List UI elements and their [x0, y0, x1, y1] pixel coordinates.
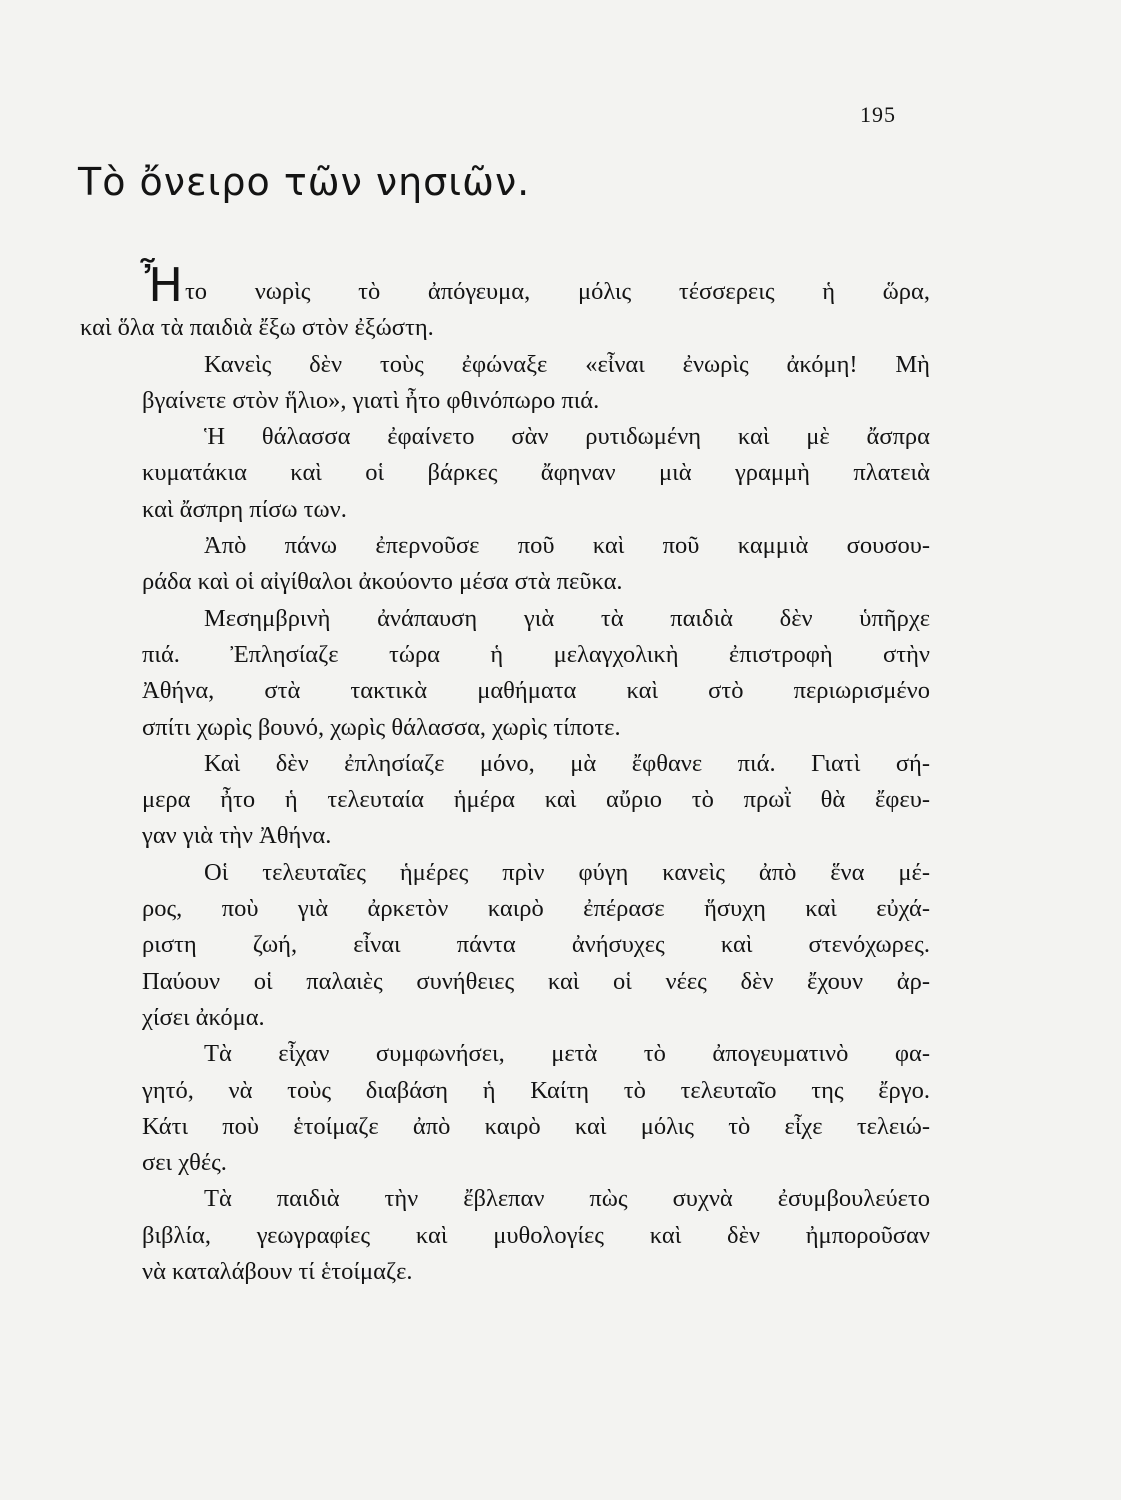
text-line: [80, 258, 930, 312]
text-line: βιβλία, γεωγραφίες καὶ μυθολογίες καὶ δὲν ἠμποροῦσαν: [142, 1221, 930, 1249]
text-line: Κάτι ποὺ ἑτοίμαζε ἀπὸ καιρὸ καὶ μόλις τὸ εἶχε τελειώ-: [142, 1112, 930, 1140]
text-line: Καὶ δὲν ἐπλησίαζε μόνο, μὰ ἔφθανε πιά. Γιατὶ σή-: [204, 749, 930, 777]
text-line: Τὰ παιδιὰ τὴν ἔβλεπαν πὼς συχνὰ ἐσυμβουλεύετο: [204, 1185, 930, 1213]
chapter-title: Τὸ ὄνειρο τῶν νησιῶν.: [78, 160, 531, 204]
text-line: Ἀπὸ πάνω ἐπερνοῦσε ποῦ καὶ ποῦ καμμιὰ σουσου-: [204, 532, 930, 560]
text-line: Τὰ εἶχαν συμφωνήσει, μετὰ τὸ ἀπογευματινὸ φα-: [204, 1040, 930, 1068]
text-line: Ἀθήνα, στὰ τακτικὰ μαθήματα καὶ στὸ περιωρισμένο: [142, 677, 930, 705]
paragraph: [80, 347, 930, 420]
text-line: Μεσημβρινὴ ἀνάπαυση γιὰ τὰ παιδιὰ δὲν ὑπῆρχε: [204, 604, 930, 632]
text-line: χίσει ἀκόμα.: [142, 1003, 265, 1031]
paragraph: [80, 528, 930, 601]
text-line: γητό, νὰ τοὺς διαβάση ἡ Καίτη τὸ τελευταῖο της ἔργο.: [142, 1076, 930, 1104]
text-line: γαν γιὰ τὴν Ἀθήνα.: [142, 822, 332, 850]
text-line: Οἱ τελευταῖες ἡμέρες πρὶν φύγη κανεὶς ἀπὸ ἕνα μέ-: [204, 858, 930, 886]
text-line: μερα ἦτο ἡ τελευταία ἡμέρα καὶ αὔριο τὸ πρωῒ θὰ ἔφευ-: [142, 786, 930, 814]
paragraph: [80, 1036, 930, 1181]
text-line: Παύουν οἱ παλαιὲς συνήθειες καὶ οἱ νέες δὲν ἔχουν ἀρ-: [142, 967, 930, 995]
paragraph: [80, 855, 930, 1036]
text-line: κυματάκια καὶ οἱ βάρκες ἄφηναν μιὰ γραμμὴ πλατειὰ: [142, 459, 930, 487]
text-line: νὰ καταλάβουν τί ἑτοίμαζε.: [142, 1258, 413, 1286]
text-line: Κανεὶς δὲν τοὺς ἐφώναξε «εἶναι ἐνωρὶς ἀκόμη! Μὴ: [204, 350, 930, 378]
paragraph: [80, 601, 930, 746]
text-line: πιά. Ἐπλησίαζε τώρα ἡ μελαγχολικὴ ἐπιστροφὴ στὴν: [142, 640, 930, 668]
text-line: καὶ ἄσπρη πίσω των.: [142, 495, 347, 523]
text-line: σει χθές.: [142, 1149, 227, 1177]
text-line: ριστη ζωή, εἶναι πάντα ἀνήσυχες καὶ στενόχωρες.: [142, 931, 930, 959]
page-number: 195: [860, 102, 896, 127]
text-line: Ἡ θάλασσα ἐφαίνετο σὰν ρυτιδωμένη καὶ μὲ ἄσπρα: [204, 423, 930, 451]
text-line-rest: το νωρὶς τὸ ἀπόγευμα, μόλις τέσσερεις ἡ ὥρα,: [184, 278, 930, 305]
paragraph: [80, 746, 930, 855]
text-line: ρος, ποὺ γιὰ ἀρκετὸν καιρὸ ἐπέρασε ἥσυχη καὶ εὐχά-: [142, 895, 930, 923]
body-text: [80, 258, 930, 1290]
paragraph: [80, 419, 930, 528]
text-line: καὶ ὅλα τὰ παιδιὰ ἔξω στὸν ἐξώστη.: [80, 314, 434, 342]
drop-cap: Ἦ: [140, 258, 183, 312]
text-line: βγαίνετε στὸν ἥλιο», γιατὶ ἦτο φθινόπωρο πιά.: [142, 386, 600, 414]
text-line: ράδα καὶ οἱ αἰγίθαλοι ἀκούοντο μέσα στὰ πεῦκα.: [142, 568, 623, 596]
text-line: σπίτι χωρὶς βουνό, χωρὶς θάλασσα, χωρὶς τίποτε.: [142, 713, 621, 741]
paragraph: [80, 258, 930, 347]
paragraph: [80, 1181, 930, 1290]
